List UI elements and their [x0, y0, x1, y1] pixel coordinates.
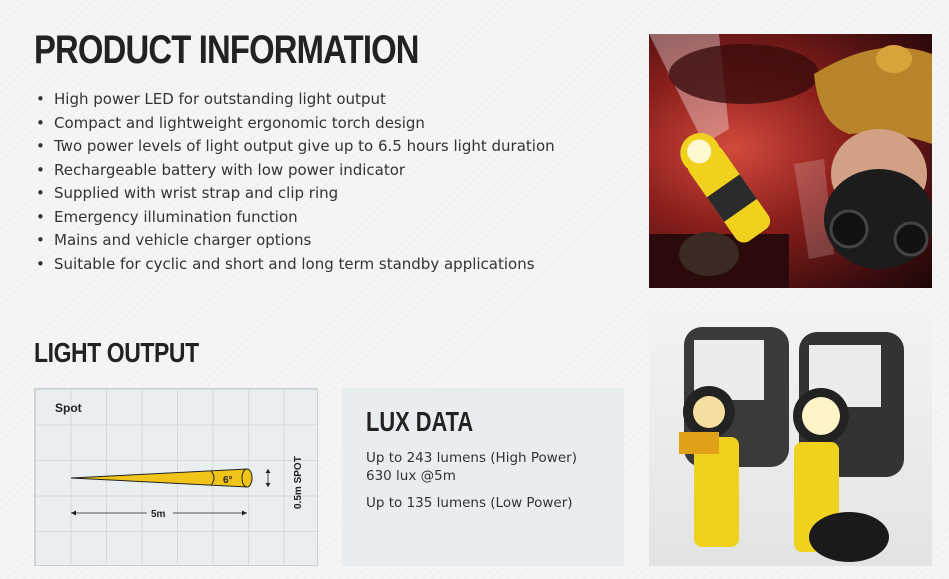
light-output-title: LIGHT OUTPUT	[34, 337, 199, 368]
bullet-icon: •	[36, 160, 45, 179]
feature-item: • Compact and lightweight ergonomic torch design	[36, 112, 636, 136]
helmet-badge	[876, 45, 912, 73]
angle-label: 6°	[223, 475, 233, 486]
bullet-icon: •	[36, 184, 45, 202]
beam-end	[242, 469, 252, 487]
arrow-up-icon	[266, 469, 271, 473]
torch-in-hand	[672, 125, 774, 246]
mask-filter-left	[831, 211, 867, 247]
helmet-back	[669, 44, 819, 104]
distance-label: 5m	[151, 509, 166, 520]
bullet-icon: •	[36, 254, 45, 273]
arrow-left-icon	[71, 511, 76, 516]
lux-line-distance: 630 lux @5m	[366, 468, 456, 484]
lux-line-low: Up to 135 lumens (Low Power)	[366, 495, 573, 511]
bullet-icon: •	[36, 113, 45, 132]
lux-line-high: Up to 243 lumens (High Power)	[366, 450, 577, 466]
spot-diagram	[34, 388, 318, 566]
bullet-icon: •	[36, 231, 45, 249]
diameter-label: 0.5m SPOT	[293, 456, 304, 509]
torch-left-lens	[693, 396, 725, 428]
spot-label: Spot	[55, 401, 82, 415]
bullet-icon: •	[36, 207, 45, 226]
feature-item: • Mains and vehicle charger options	[36, 229, 636, 253]
bullet-icon: •	[36, 90, 45, 108]
glove-hand	[809, 512, 889, 562]
arrow-right-icon	[242, 511, 247, 516]
lux-data-panel	[342, 388, 624, 566]
firefighter-photo	[649, 34, 932, 288]
feature-item: • Supplied with wrist strap and clip ring	[36, 182, 636, 206]
arrow-down-icon	[266, 483, 271, 487]
torch-right-lens	[802, 397, 840, 435]
torch-illustration	[649, 312, 932, 566]
bullet-icon: •	[36, 137, 45, 155]
feature-item: • Emergency illumination function	[36, 206, 636, 230]
feature-item: • High power LED for outstanding light output	[36, 88, 636, 112]
lux-data-title: LUX DATA	[366, 406, 474, 437]
torch-left-clip	[679, 432, 719, 454]
feature-list	[36, 88, 636, 276]
glove	[679, 232, 739, 276]
feature-item: • Suitable for cyclic and short and long term standby applications	[36, 253, 636, 277]
firefighter-illustration	[649, 34, 932, 288]
feature-item: • Two power levels of light output give up to 6.5 hours light duration	[36, 135, 636, 159]
page-title: PRODUCT INFORMATION	[34, 28, 419, 72]
beam-diagram	[35, 389, 319, 567]
mask-filter-right	[895, 223, 927, 255]
feature-item: • Rechargeable battery with low power indicator	[36, 159, 636, 183]
torch-product-photo	[649, 312, 932, 566]
beam-cone	[71, 469, 247, 487]
